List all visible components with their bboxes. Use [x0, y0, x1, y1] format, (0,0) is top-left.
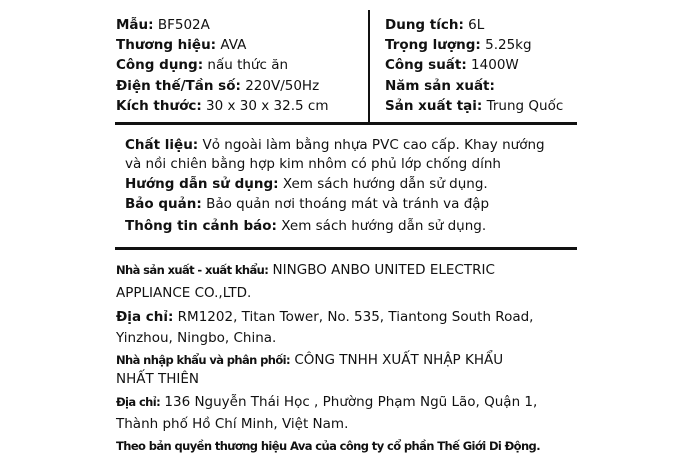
- spec-row-left: [116, 78, 319, 94]
- value: Yinzhou, Ningbo, China.: [116, 330, 277, 346]
- spec-row-left: [116, 57, 288, 73]
- label: Sản xuất tại:: [385, 98, 483, 114]
- value: 220V/50Hz: [240, 78, 320, 94]
- company-row: [116, 371, 199, 387]
- label: Công dụng:: [116, 57, 204, 73]
- value: và nồi chiên bằng hợp kim nhôm có phủ lớp chống dính: [125, 156, 501, 172]
- company-row: [116, 285, 251, 301]
- vertical-divider: [368, 10, 370, 123]
- label: Thông tin cảnh báo:: [125, 218, 277, 234]
- value: Thành phố Hồ Chí Minh, Việt Nam.: [116, 416, 349, 432]
- value: Xem sách hướng dẫn sử dụng.: [276, 218, 487, 234]
- label: Dung tích:: [385, 17, 464, 33]
- company-row: [116, 309, 533, 325]
- label: Hướng dẫn sử dụng:: [125, 176, 279, 192]
- detail-row: [125, 176, 488, 192]
- detail-row: [125, 196, 489, 212]
- value: Bảo quản nơi thoáng mát và tránh va đập: [201, 196, 490, 212]
- spec-row-right: [385, 98, 563, 114]
- value: APPLIANCE CO.,LTD.: [116, 285, 252, 301]
- value: 6L: [463, 17, 485, 33]
- detail-row: [125, 218, 486, 234]
- value: NHẤT THIÊN: [116, 371, 200, 387]
- label: Chất liệu:: [125, 137, 199, 153]
- value: RM1202, Titan Tower, No. 535, Tiantong South Road,: [173, 309, 534, 325]
- value: 5.25kg: [480, 37, 532, 53]
- label: Bảo quản:: [125, 196, 202, 212]
- value: Xem sách hướng dẫn sử dụng.: [278, 176, 488, 192]
- label: Điện thế/Tần số:: [116, 78, 241, 94]
- value: 136 Nguyễn Thái Học , Phường Phạm Ngũ Lão, Quận 1,: [160, 394, 538, 410]
- spec-row-right: [385, 78, 495, 94]
- company-row: [116, 416, 348, 432]
- label: Công suất:: [385, 57, 467, 73]
- label: Địa chỉ:: [116, 309, 174, 325]
- value: Vỏ ngoài làm bằng nhựa PVC cao cấp. Khay nướng: [198, 137, 545, 153]
- value: AVA: [216, 37, 247, 53]
- label: Trọng lượng:: [385, 37, 481, 53]
- label: Thương hiệu:: [116, 37, 217, 53]
- label: Mẫu:: [116, 17, 154, 33]
- spec-row-left: [116, 17, 210, 33]
- label: Địa chỉ:: [116, 395, 161, 409]
- spec-row-right: [385, 57, 519, 73]
- label: Nhà sản xuất - xuất khẩu:: [116, 263, 269, 277]
- company-row: [116, 352, 503, 368]
- value: NINGBO ANBO UNITED ELECTRIC: [268, 262, 495, 278]
- spec-row-left: [116, 98, 328, 114]
- label: Năm sản xuất:: [385, 78, 495, 94]
- label: Nhà nhập khẩu và phân phối:: [116, 353, 291, 367]
- value: Trung Quốc: [482, 98, 564, 114]
- company-row: [116, 394, 537, 410]
- value: 30 x 30 x 32.5 cm: [201, 98, 329, 114]
- value: CÔNG TNHH XUẤT NHẬP KHẨU: [290, 352, 504, 368]
- spec-row-right: [385, 17, 484, 33]
- divider-2: [115, 247, 577, 250]
- company-row: [116, 330, 276, 346]
- value: 1400W: [466, 57, 519, 73]
- value: BF502A: [153, 17, 210, 33]
- company-row: [116, 438, 540, 454]
- company-row: [116, 262, 495, 278]
- value: nấu thức ăn: [203, 57, 289, 73]
- spec-row-right: [385, 37, 532, 53]
- label: Theo bản quyền thương hiệu Ava của công ty cổ phần Thế Giới Di Động.: [116, 439, 540, 453]
- detail-row: [125, 137, 545, 153]
- detail-row: [125, 156, 501, 172]
- label: Kích thước:: [116, 98, 202, 114]
- spec-row-left: [116, 37, 246, 53]
- divider-1: [115, 122, 577, 125]
